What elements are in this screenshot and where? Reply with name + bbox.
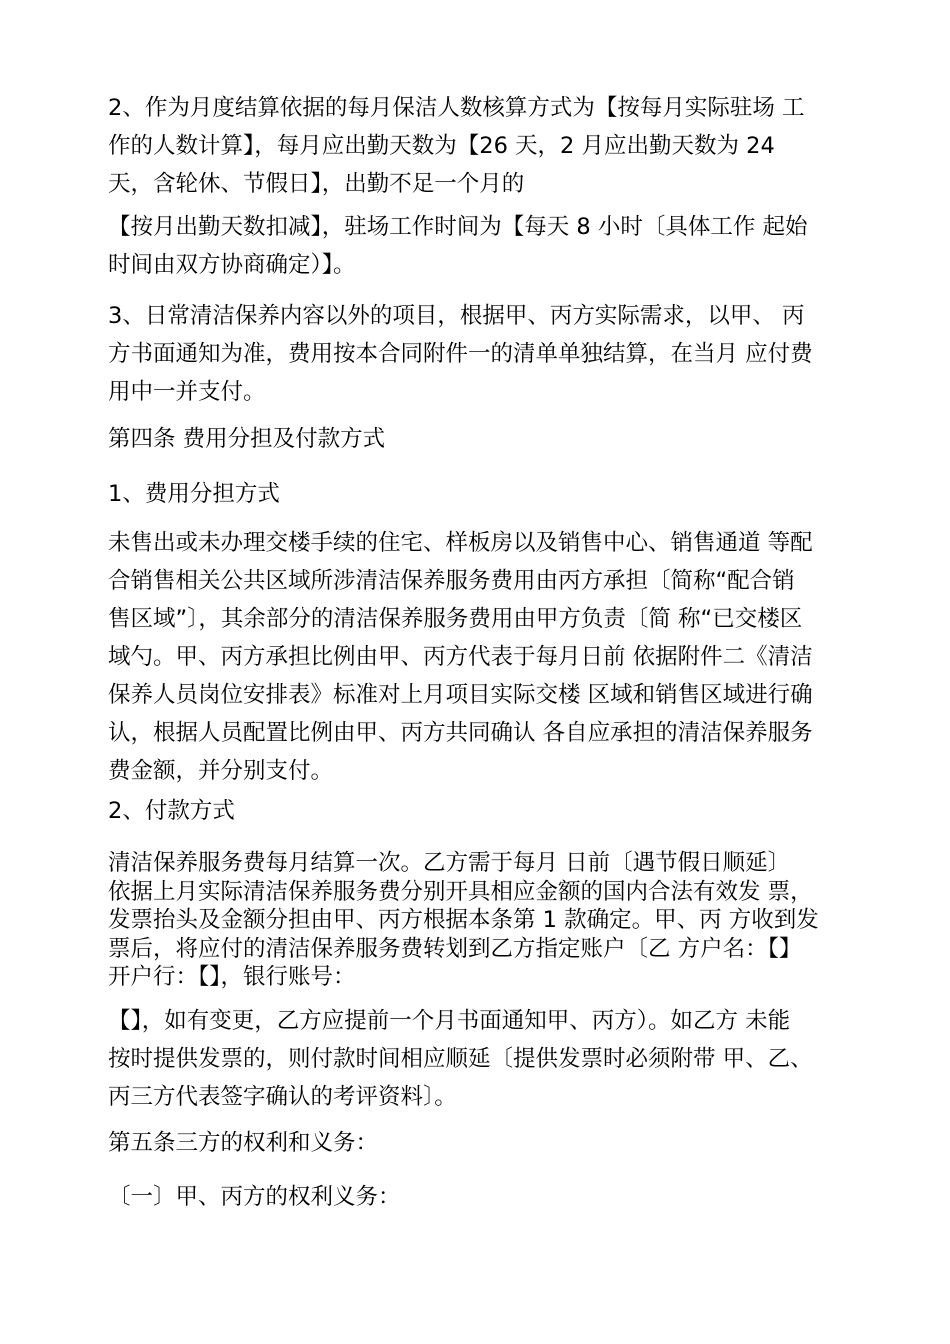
paragraph-payment-method [108,849,853,992]
text-line: 作的人数计算】，每月应出勤天数为【26 天，2 月应出勤天数为 24 [108,133,775,159]
text-line: 未售出或未办理交楼手续的住宅、样板房以及销售中心、销售通道 等配 [108,530,813,556]
paragraph-cost-sharing [108,524,853,790]
text-line: 3、日常清洁保养内容以外的项目，根据甲、丙方实际需求，以甲、 丙 [108,303,805,329]
article-4-title: 第四条 费用分担及付款方式 [108,426,386,452]
text-line: 按时提供发票的，则付款时间相应顺延〔提供发票时必须附带 甲、乙、 [108,1046,813,1072]
text-line: 保养人员岗位安排表》标准对上月项目实际交楼 区域和销售区域进行确 [108,682,813,708]
text-line: 依据上月实际清洁保养服务费分别开具相应金额的国内合法有效发 票， [108,878,813,905]
text-line: 认，根据人员配置比例由甲、丙方共同确认 各自应承担的清洁保养服务 [108,720,813,746]
section-2-title: 2、付款方式 [108,798,235,824]
paragraph-account-change [108,1002,853,1116]
text-line: 方书面通知为准，费用按本合同附件一的清单单独结算，在当月 应付费 [108,341,813,367]
article-5-title: 第五条三方的权利和义务： [108,1130,379,1156]
paragraph-extra-items [108,297,853,411]
section-1-title: 1、费用分担方式 [108,481,280,507]
text-line: 发票抬头及金额分担由甲、丙方根据本条第 1 款确定。甲、丙 方收到发 [108,907,819,933]
paragraph-settlement-basis [108,89,853,203]
text-line: 合销售相关公共区域所涉清洁保养服务费用由丙方承担〔简称“配合销 [108,568,795,594]
text-line: 天，含轮休、节假日】，出勤不足一个月的 [108,171,525,197]
text-line: 售区域”〕，其余部分的清洁保养服务费用由甲方负责〔简 称“已交楼区 [108,606,803,632]
text-line: 开户行：【】，银行账号： [108,964,356,990]
text-line: 费金额，并分别支付。 [108,758,334,784]
paragraph-attendance-deduction [108,208,853,284]
text-line: 票后，将应付的清洁保养服务费转划到乙方指定账户〔乙 方户名：【】 [108,935,802,962]
text-line: 2、作为月度结算依据的每月保洁人数核算方式为【按每月实际驻场 工 [108,95,805,121]
text-line: 域勺。甲、丙方承担比例由甲、丙方代表于每月日前 依据附件二《清洁 [108,644,813,670]
text-line: 清洁保养服务费每月结算一次。乙方需于每月 日前〔遇节假日顺延〕 [108,850,791,876]
text-line: 【按月出勤天数扣减】，驻场工作时间为【每天 8 小时〔具体工作 起始 [108,214,808,240]
text-line: 丙三方代表签字确认的考评资料〕。 [108,1084,457,1110]
text-line: 用中一并支付。 [108,379,266,405]
subsection-1-title: 〔一〕甲、丙方的权利义务： [108,1184,401,1210]
text-line: 时间由双方协商确定）】。 [108,252,356,278]
text-line: 【】，如有变更，乙方应提前一个月书面通知甲、丙方）。如乙方 未能 [108,1008,791,1034]
